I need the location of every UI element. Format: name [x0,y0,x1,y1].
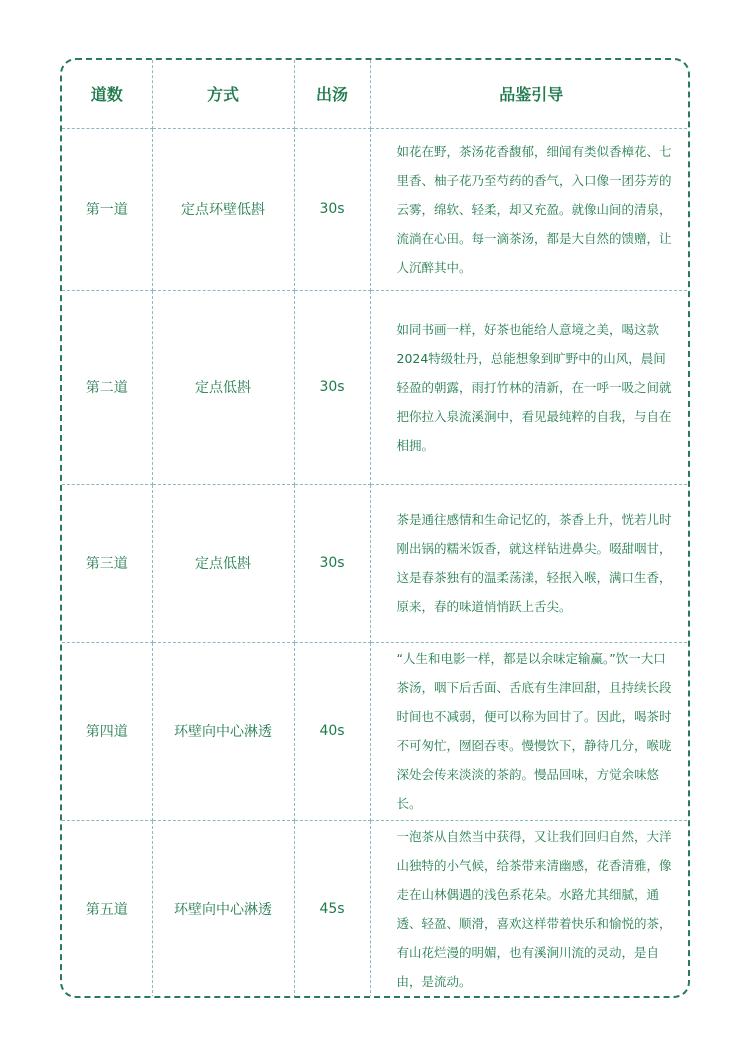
table-row [62,484,690,642]
guide-text: 如同书画一样，好茶也能给人意境之美，喝这款2024特级牡丹，总能想象到旷野中的山风，晨间轻盈的朝露，雨打竹林的清新，在一呼一吸之间就把你拉入泉流溪涧中，看见最纯粹的自我，与自在相拥。 [396,321,672,453]
round-cell: 第三道 [62,484,152,642]
header-guide: 品鉴引导 [370,60,690,128]
guide-cell [370,642,690,820]
guide-cell [370,820,690,998]
guide-cell [370,128,690,290]
time-cell: 30s [294,290,370,484]
guide-cell [370,484,690,642]
table-row [62,642,690,820]
header-round: 道数 [62,60,152,128]
method-cell: 定点环壁低斟 [152,128,294,290]
header-method: 方式 [152,60,294,128]
guide-cell [370,290,690,484]
time-cell: 45s [294,820,370,998]
guide-text: 如花在野，茶汤花香馥郁，细闻有类似香樟花、七里香、柚子花乃至芍药的香气，入口像一团芬芳的云雾，绵软、轻柔，却又充盈。就像山间的清泉，流淌在心田。每一滴茶汤，都是大自然的馈赠，让人沉醉其中。 [396,143,672,275]
header-time: 出汤 [294,60,370,128]
method-cell: 环壁向中心淋透 [152,820,294,998]
time-cell: 40s [294,642,370,820]
table-row [62,290,690,484]
table-row [62,820,690,998]
method-cell: 定点低斟 [152,484,294,642]
method-cell: 定点低斟 [152,290,294,484]
round-cell: 第四道 [62,642,152,820]
time-cell: 30s [294,484,370,642]
method-cell: 环壁向中心淋透 [152,642,294,820]
tea-tasting-table [62,60,690,998]
round-cell: 第二道 [62,290,152,484]
round-cell: 第五道 [62,820,152,998]
guide-text: 一泡茶从自然当中获得，又让我们回归自然，大洋山独特的小气候，给茶带来清幽感，花香清雅，像走在山林偶遇的浅色系花朵。水路尤其细腻，通透、轻盈、顺滑，喜欢这样带着快乐和愉悦的茶，有山花烂漫的明媚，也有溪涧川流的灵动，是自由，是流动。 [396,829,672,990]
table-row [62,128,690,290]
guide-text: “人生和电影一样，都是以余味定输赢。”饮一大口茶汤，咽下后舌面、舌底有生津回甜，且持续长段时间也不减弱，便可以称为回甘了。因此，喝茶时不可匆忙，囫囵吞枣。慢慢饮下，静待几分，喉咙深处会传来淡淡的茶韵。慢品回味，方觉余味悠长。 [396,651,672,811]
time-cell: 30s [294,128,370,290]
header-row [62,60,690,128]
round-cell: 第一道 [62,128,152,290]
guide-text: 茶是通往感情和生命记忆的，茶香上升，恍若儿时刚出锅的糯米饭香，就这样钻进鼻尖。啜甜咽甘，这是春茶独有的温柔荡漾，轻抿入喉，满口生香，原来，春的味道悄悄跃上舌尖。 [396,512,672,614]
tea-tasting-table-frame [60,58,690,998]
